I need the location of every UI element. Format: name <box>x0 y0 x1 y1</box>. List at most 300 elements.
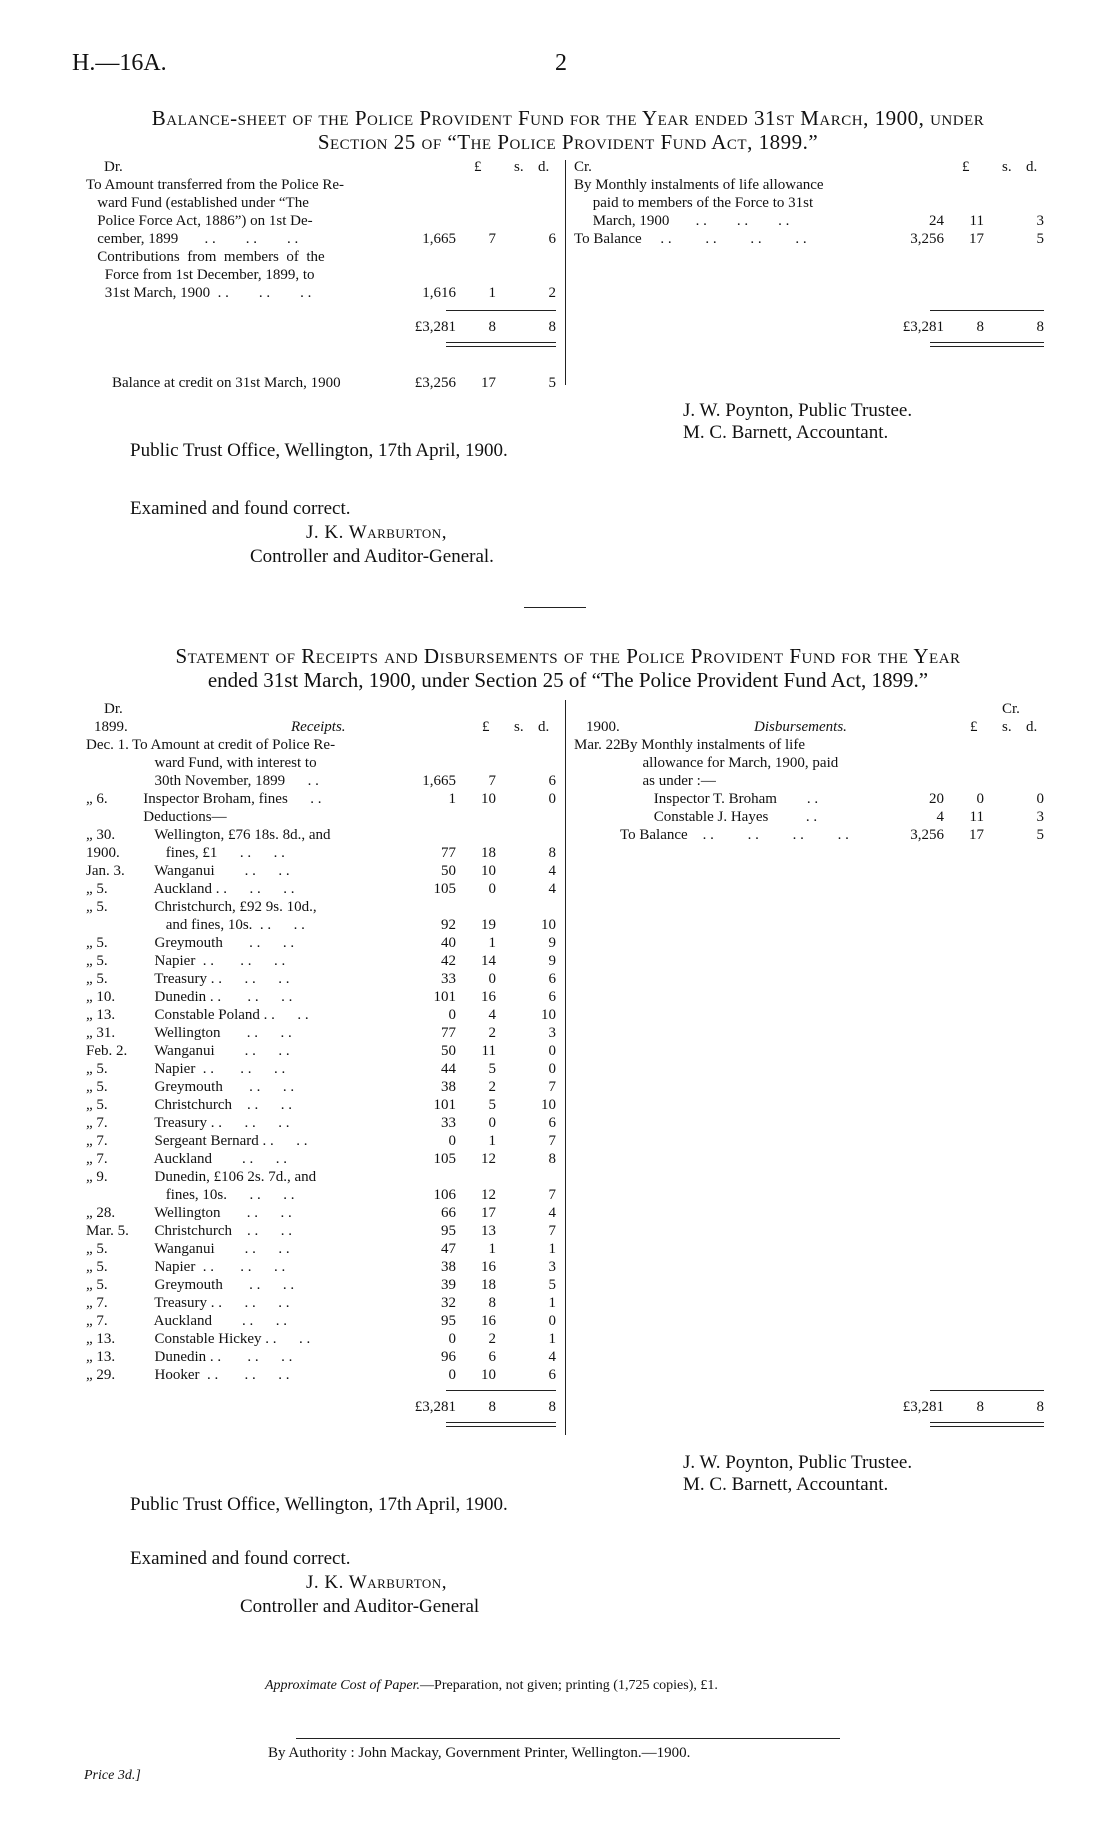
signatory-accountant: M. C. Barnett, Accountant. <box>683 1474 889 1495</box>
entry-shillings: 0 <box>488 881 496 897</box>
receipt-entry <box>86 934 556 952</box>
col-s-header: s. <box>514 719 524 735</box>
debit-entry <box>86 230 556 248</box>
entry-pounds: 3,256 <box>910 827 944 843</box>
price: Price 3d.] <box>84 1768 141 1783</box>
receipt-entry <box>86 1186 556 1204</box>
receipt-entry <box>86 1222 556 1240</box>
entry-shillings: 10 <box>481 791 496 807</box>
total-rule <box>930 1390 1044 1391</box>
receipt-entry <box>86 1312 556 1330</box>
entry-pence: 5 <box>1036 231 1044 247</box>
disbursements-side <box>574 700 1044 844</box>
entry-pounds: 1,665 <box>422 231 456 247</box>
entry-date: „ 31. <box>86 1025 116 1041</box>
entry-pounds: 33 <box>441 1115 456 1131</box>
year-1899: 1899. <box>94 719 128 735</box>
receipt-entry <box>86 898 556 916</box>
office-date: Public Trust Office, Wellington, 17th April, 1900. <box>130 1494 508 1515</box>
entry-shillings: 16 <box>481 1313 496 1329</box>
credit-entry <box>574 230 1044 248</box>
entry-description: Treasury . . . . . . <box>132 1295 290 1311</box>
entry-description: 30th November, 1899 . . <box>132 773 319 789</box>
receipt-entry <box>86 1150 556 1168</box>
entry-shillings: 10 <box>481 863 496 879</box>
debit-entry <box>86 212 556 230</box>
entry-pounds: 50 <box>441 863 456 879</box>
entry-pounds: 50 <box>441 1043 456 1059</box>
receipt-entry <box>86 1168 556 1186</box>
disbursement-entry <box>574 826 1044 844</box>
entry-date: „ 9. <box>86 1169 108 1185</box>
entry-description: fines, £1 . . . . <box>132 845 285 861</box>
entry-description: Wellington, £76 18s. 8d., and <box>132 827 331 843</box>
entry-shillings: 12 <box>481 1187 496 1203</box>
entry-description: Hooker . . . . . . <box>132 1367 290 1383</box>
entry-date: „ 5. <box>86 1259 108 1275</box>
receipt-entry <box>86 1258 556 1276</box>
disbursements-total-row <box>574 1398 1044 1416</box>
entry-pounds: 4 <box>936 809 944 825</box>
entry-shillings: 5 <box>488 1097 496 1113</box>
entry-shillings: 17 <box>969 827 984 843</box>
entry-pounds: 101 <box>433 1097 456 1113</box>
entry-description: By Monthly instalments of life <box>620 737 805 753</box>
debit-entry <box>86 194 556 212</box>
entry-description: Inspector T. Broham . . <box>620 791 819 807</box>
total-pence: 8 <box>548 1399 556 1415</box>
auditor-title: Controller and Auditor-General <box>240 1596 480 1617</box>
entry-date: „ 30. <box>86 827 116 843</box>
entry-pence: 10 <box>541 1097 556 1113</box>
entry-date: „ 6. <box>86 791 108 807</box>
column-divider <box>565 160 566 385</box>
entry-pounds: 0 <box>448 1331 456 1347</box>
entry-date: „ 5. <box>86 971 108 987</box>
entry-shillings: 0 <box>976 791 984 807</box>
receipt-entry <box>86 1294 556 1312</box>
entry-pounds: 38 <box>441 1079 456 1095</box>
printer-authority: By Authority : John Mackay, Government Printer, Wellington.—1900. <box>268 1745 691 1761</box>
section-divider <box>524 607 586 608</box>
entry-pounds: 32 <box>441 1295 456 1311</box>
entry-pounds: 40 <box>441 935 456 951</box>
debit-entry <box>86 176 556 194</box>
entry-pence: 7 <box>548 1187 556 1203</box>
entry-pounds: 44 <box>441 1061 456 1077</box>
entry-description: Police Force Act, 1886”) on 1st De- <box>86 213 313 229</box>
entry-date: „ 5. <box>86 1277 108 1293</box>
entry-pence: 7 <box>548 1079 556 1095</box>
receipt-entry <box>86 1042 556 1060</box>
entry-description: Napier . . . . . . <box>132 1259 286 1275</box>
dr-label: Dr. <box>104 701 123 717</box>
col-pound-header: £ <box>474 159 482 175</box>
entry-pounds: 24 <box>929 213 944 229</box>
entry-date: „ 7. <box>86 1313 108 1329</box>
receipt-entry <box>86 808 556 826</box>
balance-credit-side <box>574 158 1044 248</box>
total-rule <box>446 310 556 311</box>
entry-description: Greymouth . . . . <box>132 1079 295 1095</box>
entry-shillings: 1 <box>488 285 496 301</box>
statement-title <box>88 644 1048 692</box>
entry-pence: 10 <box>541 917 556 933</box>
credit-lines <box>574 176 1044 248</box>
receipt-entry <box>86 1024 556 1042</box>
entry-pounds: 95 <box>441 1313 456 1329</box>
entry-pounds: 3,256 <box>910 231 944 247</box>
entry-date: „ 5. <box>86 881 108 897</box>
receipt-entry <box>86 916 556 934</box>
receipt-entry <box>86 826 556 844</box>
total-shillings: 8 <box>976 1399 984 1415</box>
receipt-entry <box>86 1006 556 1024</box>
auditor-name: J. K. Warburton, <box>306 1572 447 1593</box>
debit-total-row <box>86 318 556 336</box>
entry-pounds: 0 <box>448 1007 456 1023</box>
entry-pence: 6 <box>548 1115 556 1131</box>
receipt-entry <box>86 1096 556 1114</box>
entry-pounds: 20 <box>929 791 944 807</box>
balance-sheet-title <box>88 106 1048 154</box>
entry-shillings: 8 <box>488 1295 496 1311</box>
entry-shillings: 17 <box>481 1205 496 1221</box>
entry-description: Sergeant Bernard . . . . <box>132 1133 308 1149</box>
entry-pence: 6 <box>548 1367 556 1383</box>
statement-title-line2: ended 31st March, 1900, under Section 25 of “The Police Provident Fund Act, 1899.” <box>207 668 929 692</box>
entry-shillings: 10 <box>481 1367 496 1383</box>
cr-label: Cr. <box>1002 701 1020 717</box>
receipt-entry <box>86 754 556 772</box>
entry-date: „ 5. <box>86 899 108 915</box>
entry-pounds: 77 <box>441 845 456 861</box>
entry-date: Dec. 1. <box>86 737 129 753</box>
cost-label: Approximate Cost of Paper. <box>265 1678 421 1693</box>
entry-shillings: 17 <box>969 231 984 247</box>
entry-description: Auckland . . . . <box>132 1151 287 1167</box>
balance-at-credit-row <box>86 374 556 392</box>
entry-pence: 6 <box>548 231 556 247</box>
entry-date: „ 5. <box>86 1241 108 1257</box>
entry-description: Inspector Broham, fines . . <box>132 791 322 807</box>
entry-pence: 1 <box>548 1295 556 1311</box>
receipt-entry <box>86 970 556 988</box>
entry-description: Greymouth . . . . <box>132 935 295 951</box>
entry-date: „ 13. <box>86 1349 116 1365</box>
entry-description: March, 1900 . . . . . . <box>574 213 790 229</box>
total-rule <box>446 1390 556 1391</box>
document-reference: H.—16A. <box>72 50 167 76</box>
entry-description: To Amount transferred from the Police Re- <box>86 177 345 193</box>
entry-pounds: 95 <box>441 1223 456 1239</box>
entry-date: „ 5. <box>86 1097 108 1113</box>
receipt-entry <box>86 1330 556 1348</box>
col-s-header: s. <box>1002 159 1012 175</box>
entry-pounds: 47 <box>441 1241 456 1257</box>
footer-rule <box>296 1738 840 1739</box>
entry-shillings: 2 <box>488 1079 496 1095</box>
entry-shillings: 7 <box>488 773 496 789</box>
debit-entry <box>86 284 556 302</box>
entry-description: Christchurch . . . . <box>132 1097 292 1113</box>
entry-pounds: 92 <box>441 917 456 933</box>
entry-description: Wanganui . . . . <box>132 1043 290 1059</box>
entry-shillings: 0 <box>488 1115 496 1131</box>
receipt-entry <box>86 1366 556 1384</box>
entry-description: Dunedin, £106 2s. 7d., and <box>132 1169 317 1185</box>
entry-pence: 7 <box>548 1223 556 1239</box>
double-rule <box>446 1422 556 1427</box>
entry-description: Napier . . . . . . <box>132 953 286 969</box>
entry-pence: 6 <box>548 971 556 987</box>
entry-shillings: 12 <box>481 1151 496 1167</box>
entry-pounds: 42 <box>441 953 456 969</box>
col-d-header: d. <box>1026 159 1038 175</box>
receipt-entry <box>86 880 556 898</box>
entry-description: Christchurch, £92 9s. 10d., <box>132 899 317 915</box>
receipt-entry <box>86 1276 556 1294</box>
entry-pounds: 1,616 <box>422 285 456 301</box>
entry-shillings: 1 <box>488 1133 496 1149</box>
entry-description: Wellington . . . . <box>132 1025 292 1041</box>
entry-description: ward Fund (established under “The <box>86 195 309 211</box>
entry-pence: 6 <box>548 773 556 789</box>
entry-date: „ 7. <box>86 1133 108 1149</box>
receipt-entry <box>86 952 556 970</box>
balance-at-credit-label: Balance at credit on 31st March, 1900 <box>112 375 341 391</box>
receipt-entry <box>86 1132 556 1150</box>
credit-entry <box>574 194 1044 212</box>
entry-description: Constable Hickey . . . . <box>132 1331 311 1347</box>
cost-text: —Preparation, not given; printing (1,725 copies), £1. <box>420 1678 718 1693</box>
entry-shillings: 5 <box>488 1061 496 1077</box>
entry-pounds: 106 <box>433 1187 456 1203</box>
credit-entry <box>574 212 1044 230</box>
entry-shillings: 14 <box>481 953 496 969</box>
entry-description: Constable Poland . . . . <box>132 1007 309 1023</box>
disbursement-entry <box>574 808 1044 826</box>
entry-shillings: 2 <box>488 1025 496 1041</box>
entry-description: By Monthly instalments of life allowance <box>574 177 824 193</box>
entry-shillings: 11 <box>481 1043 496 1059</box>
entry-pence: 9 <box>548 953 556 969</box>
entry-shillings: 1 <box>488 935 496 951</box>
entry-pence: 0 <box>548 1313 556 1329</box>
entry-pence: 6 <box>548 989 556 1005</box>
debit-lines <box>86 176 556 302</box>
total-pounds: £3,281 <box>414 1399 456 1415</box>
entry-date: „ 29. <box>86 1367 116 1383</box>
approximate-cost-note <box>265 1678 718 1694</box>
receipt-entry <box>86 862 556 880</box>
entry-pence: 3 <box>1036 809 1044 825</box>
col-s-header: s. <box>514 159 524 175</box>
credit-entry <box>574 176 1044 194</box>
receipt-entry <box>86 1204 556 1222</box>
balance-sheet-title-line2: Section 25 of “The Police Provident Fund Act, 1899.” <box>317 130 819 154</box>
entry-date: „ 5. <box>86 953 108 969</box>
entry-description: ward Fund, with interest to <box>132 755 317 771</box>
entry-pence: 2 <box>548 285 556 301</box>
disbursement-entry <box>574 790 1044 808</box>
entry-pence: 5 <box>548 1277 556 1293</box>
total-shillings: 8 <box>488 1399 496 1415</box>
entry-description: To Amount at credit of Police Re- <box>132 737 336 753</box>
entry-pence: 0 <box>548 791 556 807</box>
debit-entry <box>86 248 556 266</box>
entry-date: „ 7. <box>86 1115 108 1131</box>
total-shillings: 8 <box>976 319 984 335</box>
signatory-public-trustee: J. W. Poynton, Public Trustee. <box>683 1452 913 1473</box>
auditor-title: Controller and Auditor-General. <box>250 546 494 567</box>
receipt-entry <box>86 1060 556 1078</box>
entry-description: allowance for March, 1900, paid <box>620 755 839 771</box>
receipt-entry <box>86 772 556 790</box>
balance-pence: 5 <box>548 375 556 391</box>
receipt-entry <box>86 844 556 862</box>
statement-title-line1: Statement of Receipts and Disbursements of the Police Provident Fund for the Year <box>175 644 961 668</box>
entry-description: and fines, 10s. . . . . <box>132 917 305 933</box>
entry-date: „ 7. <box>86 1151 108 1167</box>
entry-description: paid to members of the Force to 31st <box>574 195 814 211</box>
disbursement-entry <box>574 736 1044 754</box>
entry-description: To Balance . . . . . . . . <box>574 231 807 247</box>
entry-pounds: 96 <box>441 1349 456 1365</box>
entry-shillings: 18 <box>481 1277 496 1293</box>
entry-description: Wellington . . . . <box>132 1205 292 1221</box>
entry-pence: 7 <box>548 1133 556 1149</box>
entry-pence: 0 <box>1036 791 1044 807</box>
total-shillings: 8 <box>488 319 496 335</box>
balance-shillings: 17 <box>481 375 496 391</box>
total-pence: 8 <box>1036 319 1044 335</box>
receipt-entry <box>86 1078 556 1096</box>
entry-pence: 3 <box>548 1025 556 1041</box>
entry-shillings: 18 <box>481 845 496 861</box>
entry-shillings: 11 <box>969 809 984 825</box>
double-rule <box>446 342 556 347</box>
entry-description: Treasury . . . . . . <box>132 971 290 987</box>
entry-pounds: 0 <box>448 1133 456 1149</box>
entry-description: Wanganui . . . . <box>132 1241 290 1257</box>
balance-pounds: £3,256 <box>414 375 456 391</box>
signatory-public-trustee: J. W. Poynton, Public Trustee. <box>683 400 913 421</box>
examined-statement: Examined and found correct. <box>130 1548 351 1569</box>
entry-date: „ 5. <box>86 1061 108 1077</box>
entry-date: 1900. <box>86 845 120 861</box>
entry-description: fines, 10s. . . . . <box>132 1187 295 1203</box>
entry-date: Feb. 2. <box>86 1043 128 1059</box>
entry-description: To Balance . . . . . . . . <box>620 827 849 843</box>
entry-description: Contributions from members of the <box>86 249 325 265</box>
entry-pounds: 105 <box>433 1151 456 1167</box>
entry-description: Napier . . . . . . <box>132 1061 286 1077</box>
col-d-header: d. <box>1026 719 1038 735</box>
entry-shillings: 19 <box>481 917 496 933</box>
entry-pence: 0 <box>548 1043 556 1059</box>
disbursement-entry <box>574 754 1044 772</box>
cr-label: Cr. <box>574 159 592 175</box>
entry-pence: 1 <box>548 1241 556 1257</box>
entry-description: Christchurch . . . . <box>132 1223 292 1239</box>
entry-date: „ 13. <box>86 1007 116 1023</box>
entry-pence: 4 <box>548 1349 556 1365</box>
entry-pounds: 77 <box>441 1025 456 1041</box>
entry-description: Treasury . . . . . . <box>132 1115 290 1131</box>
entry-shillings: 4 <box>488 1007 496 1023</box>
entry-pence: 4 <box>548 881 556 897</box>
receipt-entry <box>86 1348 556 1366</box>
double-rule <box>930 342 1044 347</box>
entry-description: Force from 1st December, 1899, to <box>86 267 315 283</box>
col-d-header: d. <box>538 159 550 175</box>
receipts-side <box>86 700 556 1384</box>
col-d-header: d. <box>538 719 550 735</box>
entry-shillings: 16 <box>481 1259 496 1275</box>
receipt-entry <box>86 790 556 808</box>
year-1900: 1900. <box>586 719 620 735</box>
entry-date: „ 5. <box>86 935 108 951</box>
entry-shillings: 1 <box>488 1241 496 1257</box>
entry-date: „ 13. <box>86 1331 116 1347</box>
examined-statement: Examined and found correct. <box>130 498 351 519</box>
entry-description: as under :— <box>620 773 716 789</box>
entry-description: Auckland . . . . <box>132 1313 287 1329</box>
total-pounds: £3,281 <box>902 319 944 335</box>
entry-date: „ 10. <box>86 989 116 1005</box>
entry-pounds: 1,665 <box>422 773 456 789</box>
entry-shillings: 6 <box>488 1349 496 1365</box>
total-pounds: £3,281 <box>414 319 456 335</box>
disbursements-heading: Disbursements. <box>754 719 847 735</box>
disbursement-lines <box>574 736 1044 844</box>
entry-shillings: 7 <box>488 231 496 247</box>
signatory-accountant: M. C. Barnett, Accountant. <box>683 422 889 443</box>
receipt-entry <box>86 1240 556 1258</box>
entry-pence: 8 <box>548 1151 556 1167</box>
entry-description: Dunedin . . . . . . <box>132 1349 293 1365</box>
entry-pounds: 0 <box>448 1367 456 1383</box>
entry-description: Wanganui . . . . <box>132 863 290 879</box>
entry-pence: 4 <box>548 863 556 879</box>
balance-sheet-title-line1: Balance-sheet of the Police Provident Fund for the Year ended 31st March, 1900, under <box>151 106 985 130</box>
entry-description: 31st March, 1900 . . . . . . <box>86 285 312 301</box>
entry-pence: 9 <box>548 935 556 951</box>
col-pound-header: £ <box>962 159 970 175</box>
entry-date: Jan. 3. <box>86 863 125 879</box>
entry-pounds: 33 <box>441 971 456 987</box>
entry-shillings: 11 <box>969 213 984 229</box>
col-pound-header: £ <box>970 719 978 735</box>
receipt-lines <box>86 736 556 1384</box>
total-pence: 8 <box>1036 1399 1044 1415</box>
col-s-header: s. <box>1002 719 1012 735</box>
total-pence: 8 <box>548 319 556 335</box>
entry-shillings: 0 <box>488 971 496 987</box>
entry-description: Greymouth . . . . <box>132 1277 295 1293</box>
entry-pounds: 39 <box>441 1277 456 1293</box>
entry-pence: 3 <box>548 1259 556 1275</box>
entry-shillings: 16 <box>481 989 496 1005</box>
page-number: 2 <box>555 50 567 76</box>
disbursement-entry <box>574 772 1044 790</box>
entry-description: Dunedin . . . . . . <box>132 989 293 1005</box>
entry-pounds: 101 <box>433 989 456 1005</box>
total-rule <box>930 310 1044 311</box>
credit-total-row <box>574 318 1044 336</box>
entry-shillings: 13 <box>481 1223 496 1239</box>
